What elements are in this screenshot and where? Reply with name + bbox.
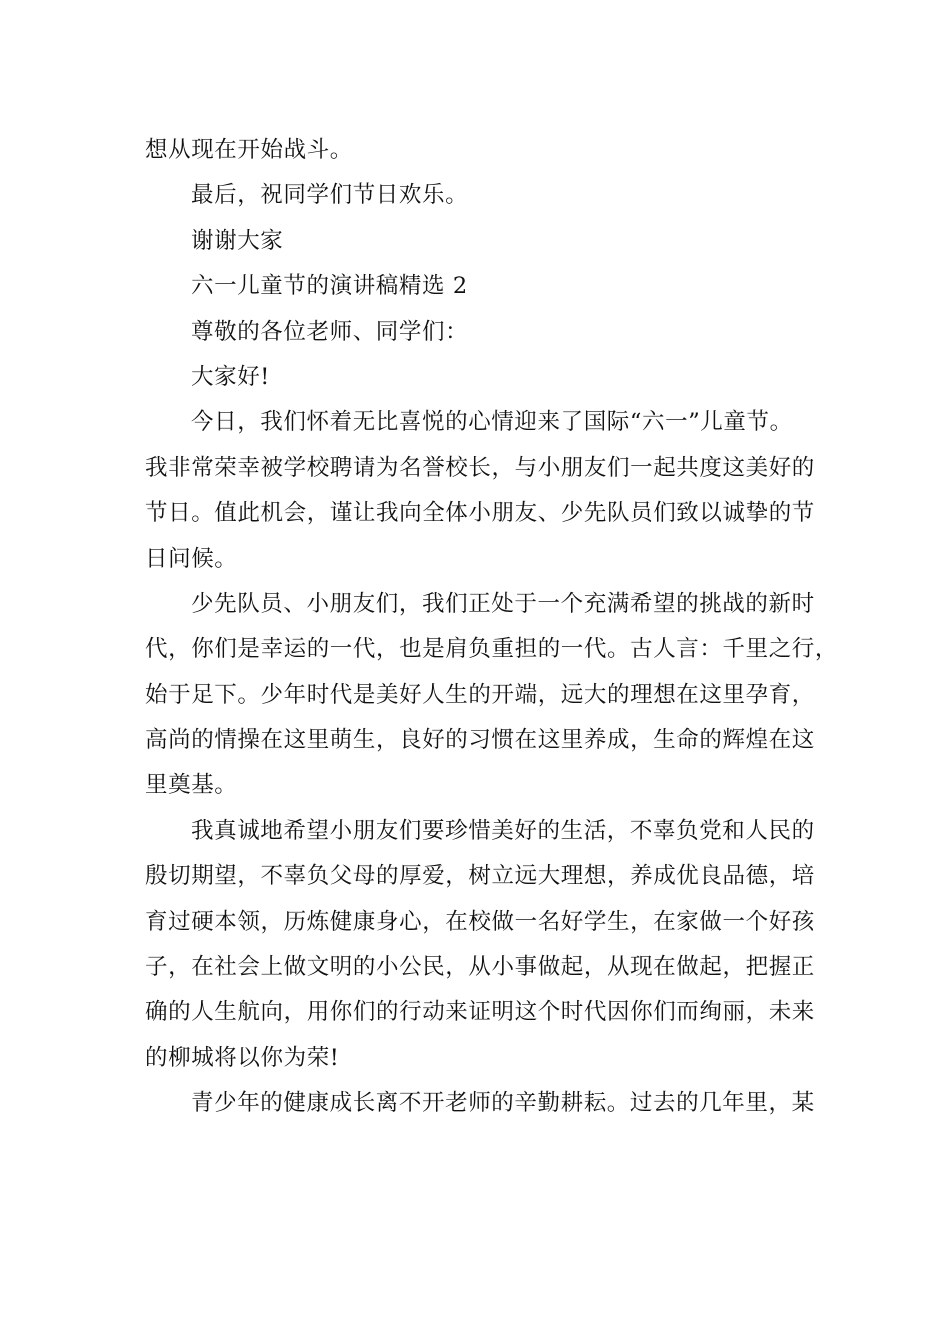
text-line: 我非常荣幸被学校聘请为名誉校长，与小朋友们一起共度这美好的 (145, 454, 815, 481)
text-line: 大家好! (191, 363, 270, 390)
text-line: 六一儿童节的演讲稿精选 2 (191, 273, 468, 300)
text-line: 想从现在开始战斗。 (145, 137, 353, 163)
text-line: 少先队员、小朋友们，我们正处于一个充满希望的挑战的新时 (191, 590, 815, 617)
text-line: 今日，我们怀着无比喜悦的心情迎来了国际“六一”儿童节。 (191, 409, 793, 436)
text-line: 最后，祝同学们节日欢乐。 (191, 182, 469, 209)
text-line: 育过硬本领，历炼健康身心，在校做一名好学生，在家做一个好孩 (145, 908, 815, 935)
text-line: 青少年的健康成长离不开老师的辛勤耕耘。过去的几年里，某 (191, 1090, 815, 1117)
text-line: 子，在社会上做文明的小公民，从小事做起，从现在做起，把握正 (145, 954, 815, 981)
text-line: 谢谢大家 (191, 227, 284, 254)
text-line: 里奠基。 (145, 772, 238, 799)
text-line: 确的人生航向，用你们的行动来证明这个时代因你们而绚丽，未来 (145, 999, 815, 1026)
speech-text-body (145, 128, 839, 1127)
text-line: 殷切期望，不辜负父母的厚爱，树立远大理想，养成优良品德，培 (145, 863, 815, 890)
text-line: 高尚的情操在这里萌生，良好的习惯在这里养成，生命的辉煌在这 (145, 727, 815, 754)
text-line: 尊敬的各位老师、同学们： (191, 318, 469, 345)
text-line: 节日。值此机会，谨让我向全体小朋友、少先队员们致以诚挚的节 (145, 500, 815, 527)
text-line: 我真诚地希望小朋友们要珍惜美好的生活，不辜负党和人民的 (191, 817, 815, 844)
text-line: 始于足下。少年时代是美好人生的开端，远大的理想在这里孕育， (145, 681, 815, 708)
text-line: 日问候。 (145, 545, 238, 572)
text-line: 代，你们是幸运的一代，也是肩负重担的一代。古人言：千里之行， (145, 636, 839, 663)
text-line: 的柳城将以你为荣! (145, 1044, 340, 1071)
